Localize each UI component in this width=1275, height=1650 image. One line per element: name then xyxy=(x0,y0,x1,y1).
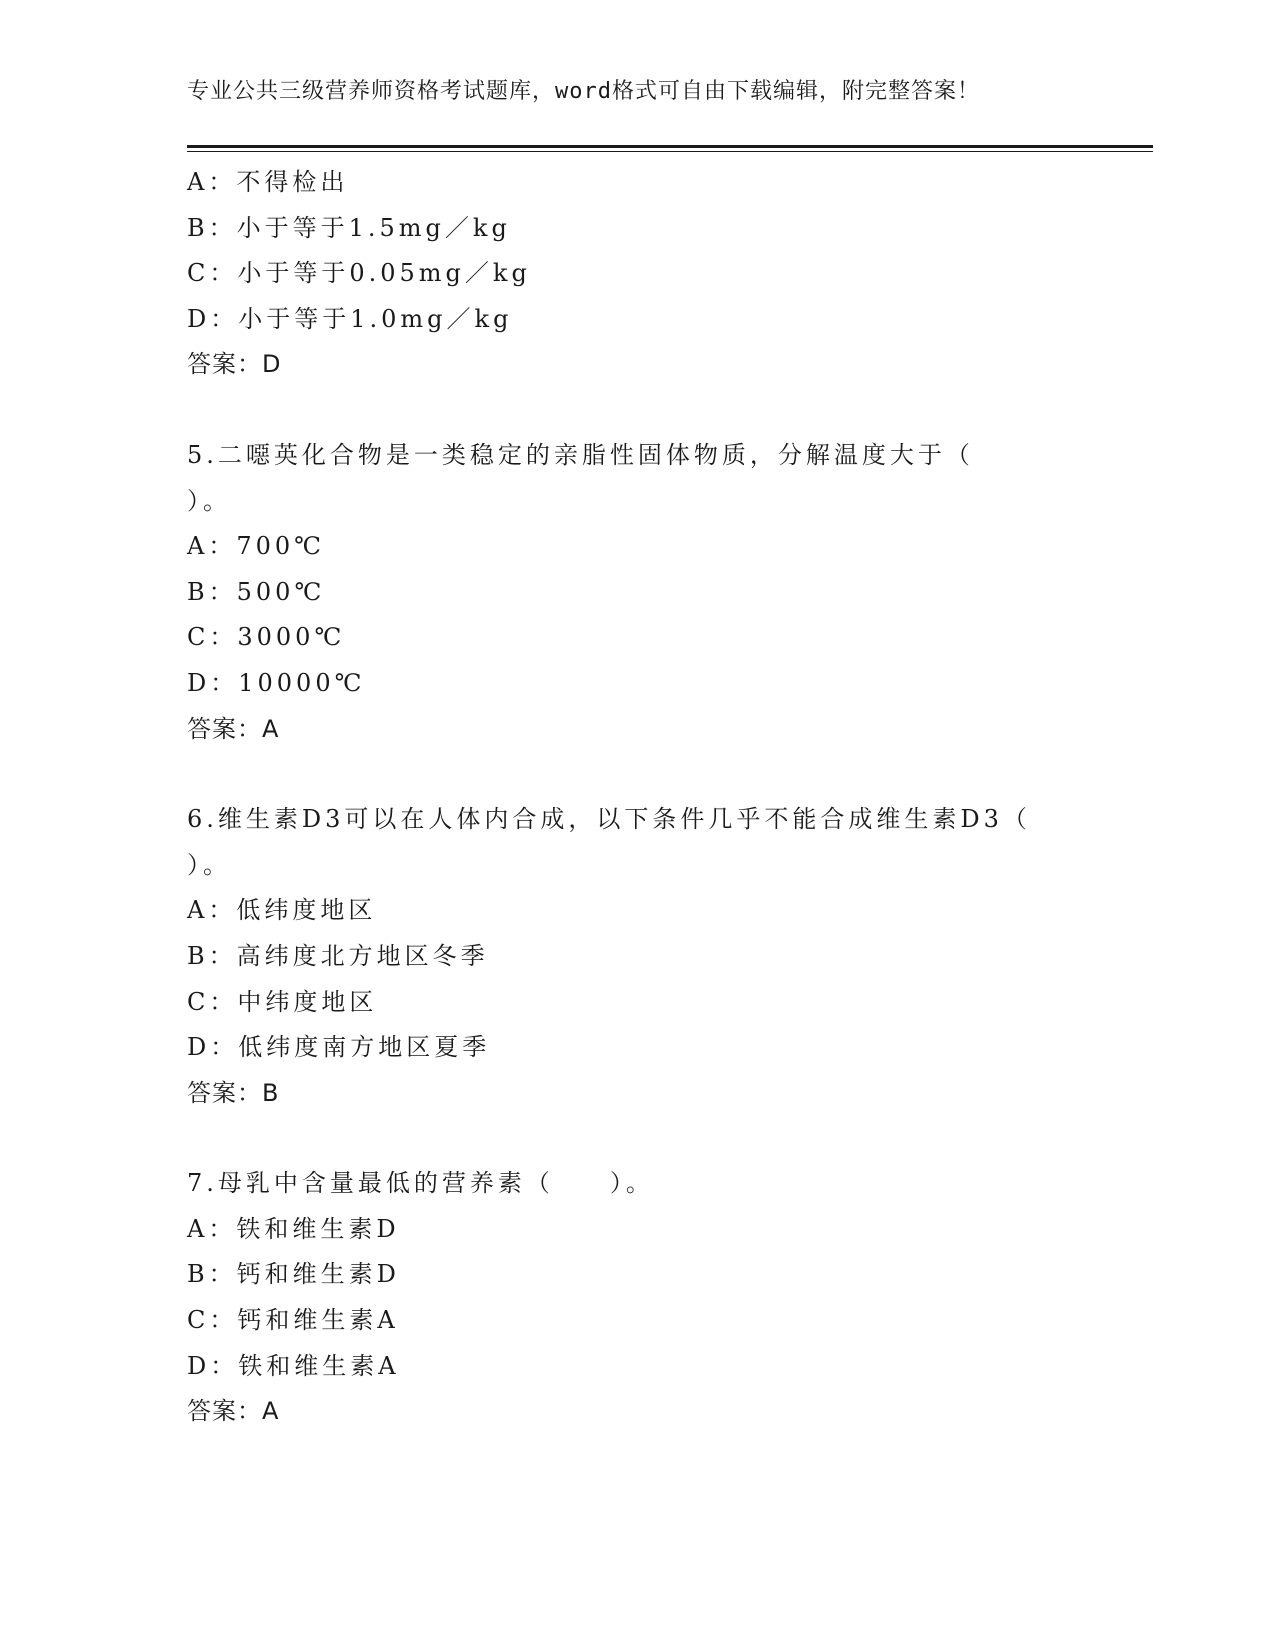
question-block xyxy=(187,797,1087,1116)
answer-line: 答案：D xyxy=(187,350,282,379)
option-c: C：小于等于0.05mg／kg xyxy=(187,259,531,288)
option-c: C：3000℃ xyxy=(187,623,346,652)
option-d: D：10000℃ xyxy=(187,668,366,697)
question-gap xyxy=(187,388,1087,433)
option-d: D：小于等于1.0mg／kg xyxy=(187,304,513,333)
option-d: D：低纬度南方地区夏季 xyxy=(187,1033,491,1062)
option-c: C：钙和维生素A xyxy=(187,1306,399,1335)
header-rule-thin xyxy=(187,151,1153,152)
page-header: 专业公共三级营养师资格考试题库，word格式可自由下载编辑，附完整答案！ xyxy=(187,79,980,104)
option-a: A：不得检出 xyxy=(187,168,349,196)
question-block xyxy=(187,160,1087,388)
option-a: A：低纬度地区 xyxy=(187,896,377,925)
question-gap xyxy=(187,752,1087,797)
option-a: A：铁和维生素D xyxy=(187,1214,400,1243)
option-b: B：小于等于1.5mg／kg xyxy=(187,213,511,242)
question-stem-continued: ）。 xyxy=(187,850,231,879)
question-stem-continued: ）。 xyxy=(187,486,231,515)
answer-line: 答案：A xyxy=(187,1397,280,1426)
answer-line: 答案：B xyxy=(187,1078,280,1107)
option-b: B：钙和维生素D xyxy=(187,1260,400,1289)
question-block xyxy=(187,1161,1087,1435)
option-c: C：中纬度地区 xyxy=(187,987,378,1016)
question-stem: 5.二噁英化合物是一类稳定的亲脂性固体物质，分解温度大于（ xyxy=(187,440,974,469)
question-list xyxy=(187,160,1087,1435)
option-b: B：500℃ xyxy=(187,577,326,606)
header-rule-thick xyxy=(187,145,1153,148)
option-a: A：700℃ xyxy=(187,532,325,561)
answer-line: 答案：A xyxy=(187,714,280,743)
question-gap xyxy=(187,1116,1087,1161)
option-d: D：铁和维生素A xyxy=(187,1351,400,1380)
question-stem: 6.维生素D3可以在人体内合成，以下条件几乎不能合成维生素D3（ xyxy=(187,805,1031,834)
question-block xyxy=(187,433,1087,752)
option-b: B：高纬度北方地区冬季 xyxy=(187,941,489,970)
question-stem: 7.母乳中含量最低的营养素（ ）。 xyxy=(187,1169,654,1198)
